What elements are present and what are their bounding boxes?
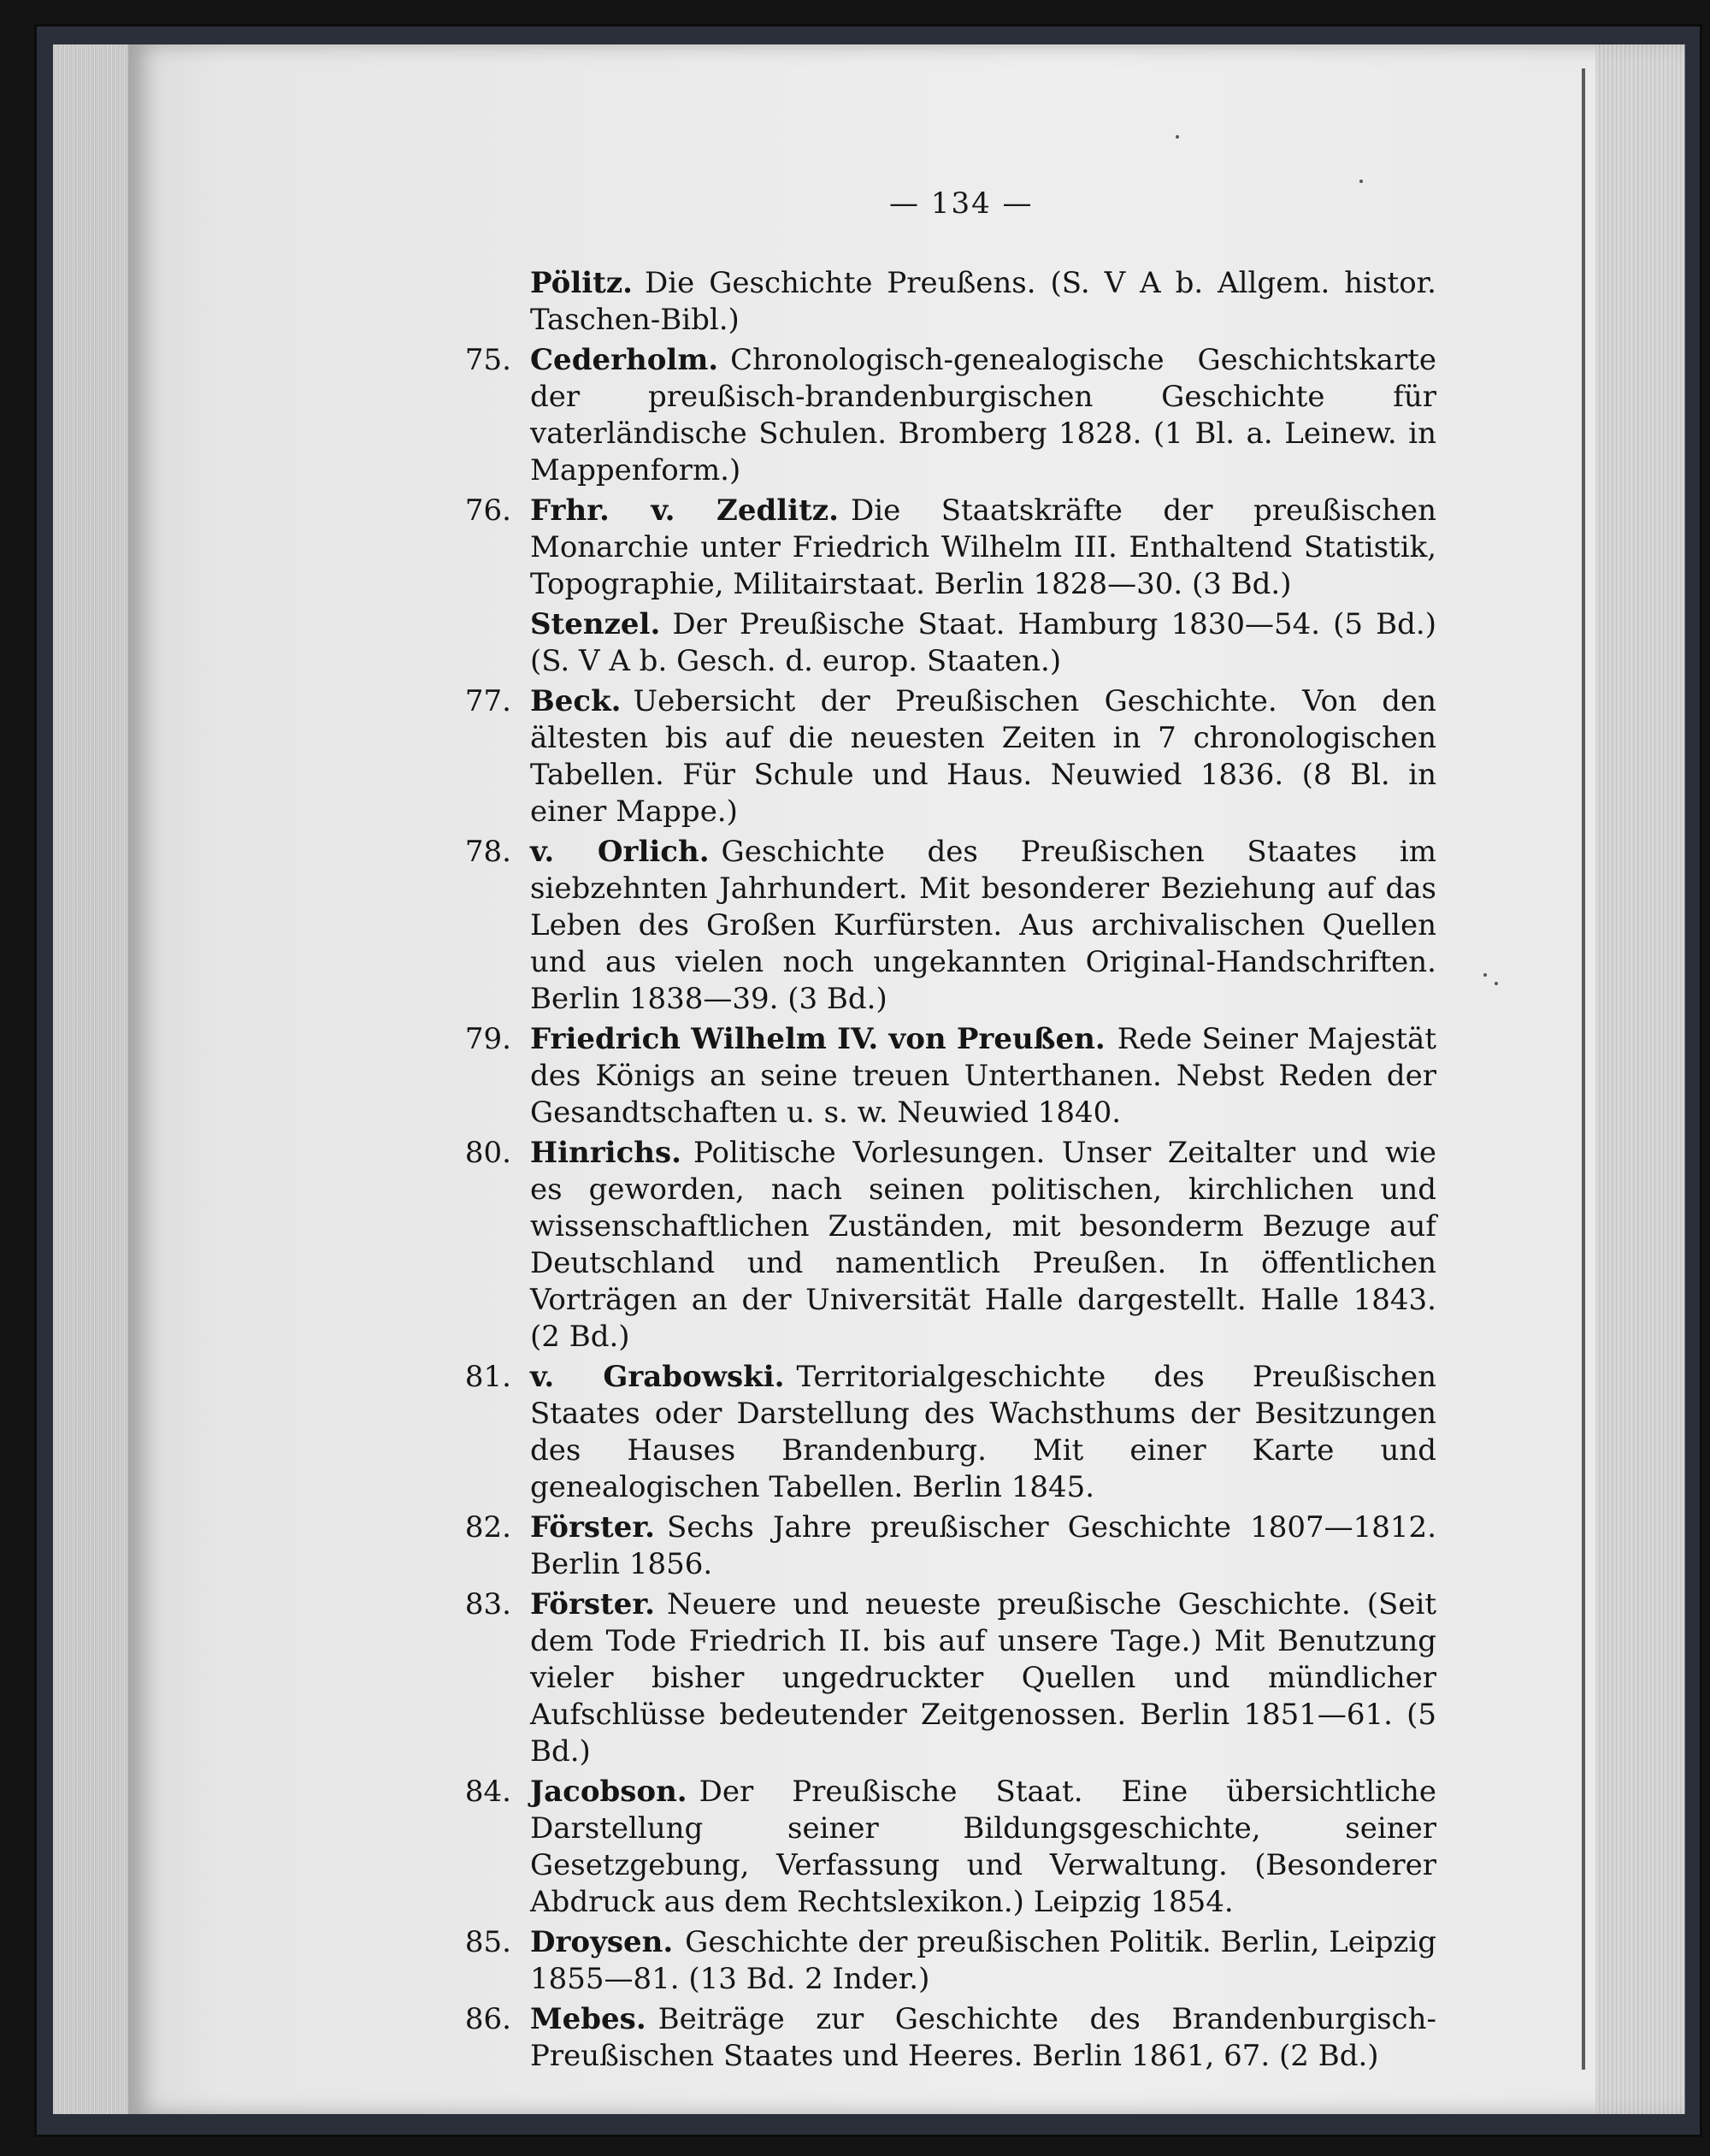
entry-author: Droysen. (530, 1925, 674, 1959)
entry-description: Der Preußische Staat. Hamburg 1830—54. (5 Bd.) (S. V A b. Gesch. d. europ. Staaten.) (530, 607, 1436, 678)
entry-author: Friedrich Wilhelm IV. von Preußen. (530, 1022, 1106, 1056)
list-item (530, 265, 1436, 339)
list-item (464, 2001, 1436, 2075)
list-item (464, 1586, 1436, 1770)
entry-author: Frhr. v. Zedlitz. (530, 493, 839, 528)
entry-number: 79. (464, 1022, 511, 1056)
scan-speck (1495, 982, 1498, 985)
page-edges-right (1595, 44, 1685, 2114)
page-edges-left (53, 44, 132, 2114)
entry-description: Der Preußische Staat. Eine übersichtliche Darstellung seiner Bildungsgeschichte, seiner Gesetzgebung, Verfassung und Verwaltung. (Besonderer Abdruck aus dem Rechtslexikon.) Leipzig 1854. (530, 1775, 1436, 1919)
entry-description: Die Geschichte Preußens. (S. V A b. Allgem. histor. Taschen-Bibl.) (530, 266, 1436, 337)
entry-number: 82. (464, 1510, 511, 1545)
scan-speck (1359, 180, 1363, 183)
bibliography-list (464, 265, 1437, 2078)
entry-description: Rede Seiner Majestät des Königs an seine treuen Unterthanen. Nebst Reden der Gesandtschaften u. s. w. Neuwied 1840. (530, 1022, 1436, 1130)
entry-description: Sechs Jahre preußischer Geschichte 1807—1812. Berlin 1856. (530, 1510, 1436, 1581)
entry-author: Förster. (530, 1510, 655, 1545)
entry-author: Förster. (530, 1587, 655, 1621)
list-item (530, 606, 1436, 680)
page-fold-line (1582, 68, 1585, 2070)
entry-author: Hinrichs. (530, 1136, 681, 1170)
entry-description: Beiträge zur Geschichte des Brandenburgisch-Preußischen Staates und Heeres. Berlin 1861, 67. (2 Bd.) (530, 2002, 1436, 2073)
entry-number: 84. (464, 1775, 511, 1809)
list-item (464, 1135, 1436, 1356)
list-item (464, 1774, 1436, 1921)
list-item (464, 1924, 1437, 1998)
scan-speck (1176, 135, 1179, 139)
page-number: — 134 — (889, 186, 1034, 221)
list-item (464, 342, 1436, 489)
entry-number: 86. (464, 2002, 511, 2036)
entry-author: Stenzel. (530, 607, 661, 641)
entry-number: 81. (464, 1360, 511, 1394)
entry-author: v. Grabowski. (530, 1360, 785, 1394)
list-item (464, 834, 1436, 1018)
entry-description: Territorialgeschichte des Preußischen Staates oder Darstellung des Wachsthums der Besitzungen des Hauses Brandenburg. Mit einer Karte und genealogischen Tabellen. Berlin 1845. (530, 1360, 1436, 1504)
entry-author: Jacobson. (530, 1775, 687, 1809)
list-item (464, 1509, 1436, 1583)
entry-number: 85. (464, 1925, 511, 1959)
list-item (464, 683, 1436, 830)
entry-description: Chronologisch-genealogische Geschichtskarte der preußisch-brandenburgischen Geschichte für vaterländische Schulen. Bromberg 1828. (1 Bl. a. Leinew. in Mappenform.) (530, 343, 1436, 487)
entry-number: 78. (464, 835, 511, 869)
entry-author: Cederholm. (530, 343, 719, 377)
list-item (464, 1359, 1436, 1506)
entry-author: Beck. (530, 684, 622, 718)
entry-number: 80. (464, 1136, 511, 1170)
entry-description: Neuere und neueste preußische Geschichte. (Seit dem Tode Friedrich II. bis auf unsere Tage.) Mit Benutzung vieler bisher ungedruckter Quellen und mündlicher Aufschlüsse bedeutender Zeitgenossen. Berlin 1851—61. (5 Bd.) (530, 1587, 1436, 1769)
scan-speck (1483, 973, 1487, 977)
entry-description: Uebersicht der Preußischen Geschichte. Von den ältesten bis auf die neuesten Zeiten in 7 chronologischen Tabellen. Für Schule und Haus. Neuwied 1836. (8 Bl. in einer Mappe.) (530, 684, 1436, 829)
entry-description: Politische Vorlesungen. Unser Zeitalter und wie es geworden, nach seinen politischen, kirchlichen und wissenschaftlichen Zuständen, mit besonderm Bezuge auf Deutschland und namentlich Preußen. In öffentlichen Vorträgen an der Universität Halle dargestellt. Halle 1843. (2 Bd.) (530, 1136, 1436, 1354)
entry-number: 83. (464, 1587, 511, 1621)
entry-description: Geschichte der preußischen Politik. Berlin, Leipzig 1855—81. (13 Bd. 2 Inder.) (530, 1925, 1437, 1996)
entry-number: 76. (464, 493, 511, 528)
entry-description: Die Staatskräfte der preußischen Monarchie unter Friedrich Wilhelm III. Enthaltend Statistik, Topographie, Militairstaat. Berlin 1828—30. (3 Bd.) (530, 493, 1436, 601)
entry-number: 77. (464, 684, 511, 718)
list-item (464, 493, 1436, 603)
entry-author: v. Orlich. (530, 835, 710, 869)
entry-number: 75. (464, 343, 511, 377)
entry-author: Pölitz. (530, 266, 634, 300)
list-item (464, 1021, 1436, 1131)
entry-author: Mebes. (530, 2002, 646, 2036)
entry-description: Geschichte des Preußischen Staates im siebzehnten Jahrhundert. Mit besonderer Beziehung auf das Leben des Großen Kurfürsten. Aus archivalischen Quellen und aus vielen noch ungekannten Original-Handschriften. Berlin 1838—39. (3 Bd.) (530, 835, 1436, 1016)
